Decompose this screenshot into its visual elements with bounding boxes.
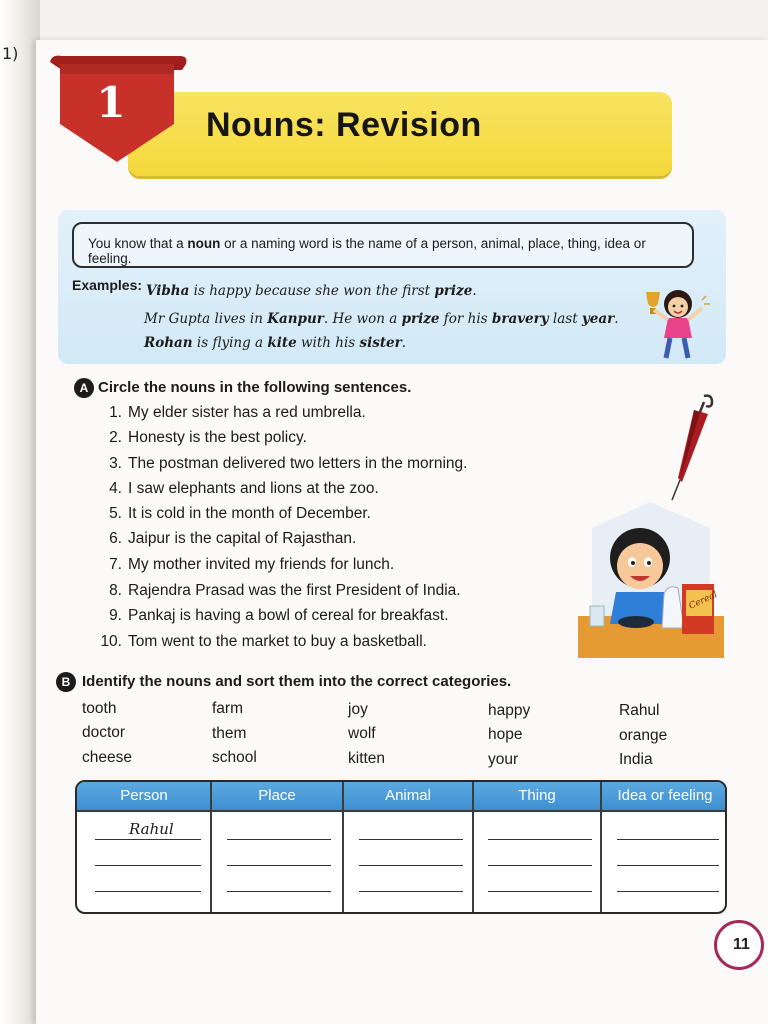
example-text: for his [439,311,492,327]
example-noun: prize [434,283,473,299]
sentence-item [90,582,461,600]
answer-blank[interactable] [227,891,331,892]
sentence-number: 2. [109,429,122,446]
definition-bold-word: noun [187,236,221,251]
example-text: . [472,283,477,299]
sentence-number: 5. [109,505,122,522]
sentence-text: The postman delivered two letters in the morning. [128,455,468,472]
word-item: India [619,751,653,768]
sentence-text: It is cold in the month of December. [128,505,371,522]
word-item: joy [348,701,368,718]
sentence-item [90,455,467,473]
section-b-title: Identify the nouns and sort them into the correct categories. [82,673,512,690]
sentence-number: 6. [109,530,122,547]
boy-breakfast-illustration [578,498,724,658]
example-text: is flying a [192,335,268,351]
corner-mark: 1) [2,44,19,63]
sentence-text: Honesty is the best policy. [128,429,307,446]
sentence-number: 7. [109,556,122,573]
sentence-text: Jaipur is the capital of Rajasthan. [128,530,357,547]
word-item: them [212,725,247,742]
answer-blank[interactable] [359,839,463,840]
word-item: school [212,749,257,766]
chapter-number: 1 [96,78,126,127]
sentence-number: 1. [109,404,122,421]
definition-text-end: or a naming word is the name of a person, animal, place, thing, idea or feeling. [88,236,646,266]
girl-trophy-illustration [636,282,716,364]
example-noun: bravery [491,311,549,327]
table-header-thing: Thing [518,787,556,804]
book-spine-shadow [0,0,40,1024]
table-header-animal: Animal [385,787,431,804]
example-noun: year [581,311,615,327]
page-number: 11 [733,936,750,953]
sentence-item [90,607,449,625]
sentence-number: 10. [100,633,122,650]
answer-blank[interactable] [359,865,463,866]
example-text: . He won a [323,311,402,327]
sentence-text: Pankaj is having a bowl of cereal for breakfast. [128,607,449,624]
sentence-item [90,556,394,574]
example-text: with his [296,335,360,351]
word-item: hope [488,726,523,743]
sentence-text: My mother invited my friends for lunch. [128,556,395,573]
table-header-divider [77,810,725,812]
definition-text: You know that a [88,236,188,251]
word-item: your [488,751,519,768]
example-text: . [614,311,619,327]
answer-blank[interactable] [227,839,331,840]
word-item: tooth [82,700,117,717]
example-text: is happy because she won the first [189,283,435,299]
answer-blank[interactable] [488,839,592,840]
column-divider [600,782,602,914]
sentence-number: 3. [109,455,122,472]
example-noun: Rohan [144,335,193,351]
table-header-place: Place [258,787,296,804]
column-divider [472,782,474,914]
example-text: Mr Gupta lives in [144,311,268,327]
column-divider [342,782,344,914]
table-header-idea-feeling: Idea or feeling [617,787,713,804]
example-noun: sister [359,335,402,351]
example-noun: prize [401,311,440,327]
sentence-item [90,480,379,498]
example-text: . [401,335,407,351]
definition-box [72,222,694,268]
word-item: happy [488,702,531,719]
sentence-text: I saw elephants and lions at the zoo. [128,480,379,497]
sentence-number: 9. [109,607,122,624]
answer-blank[interactable] [227,865,331,866]
cereal-box-label: Cereal [687,589,719,612]
word-item: orange [619,727,668,744]
sentence-text: Rajendra Prasad was the first President of India. [128,582,461,599]
example-noun: kite [267,335,297,351]
answer-blank[interactable] [95,865,201,866]
answer-blank[interactable] [488,891,592,892]
umbrella-illustration [664,392,720,504]
word-item: Rahul [619,702,660,719]
categories-table [75,780,727,914]
column-divider [210,782,212,914]
sentence-item [90,530,356,548]
example-noun: Kanpur [267,311,324,327]
word-item: cheese [82,749,132,766]
word-item: farm [212,700,243,717]
word-item: doctor [82,724,126,741]
sentence-item [90,429,307,447]
sample-answer: Rahul [129,820,174,838]
sentence-item [90,404,366,422]
answer-blank[interactable] [617,865,719,866]
sentence-text: Tom went to the market to buy a basketball. [128,633,427,650]
example-line-1 [146,283,477,299]
section-a-badge: A [74,378,94,398]
answer-blank[interactable] [359,891,463,892]
section-a-title: Circle the nouns in the following sentences. [98,379,412,396]
sentence-number: 4. [109,480,122,497]
examples-label: Examples: [72,277,143,293]
answer-blank[interactable] [95,891,201,892]
table-header-person: Person [120,787,168,804]
sentence-item [90,633,427,651]
word-item: wolf [348,725,376,742]
example-line-2 [144,311,619,327]
answer-blank[interactable] [95,839,201,840]
word-item: kitten [348,750,386,767]
answer-blank[interactable] [617,839,719,840]
page-title: Nouns: Revision [206,106,482,144]
sentence-text: My elder sister has a red umbrella. [128,404,366,421]
example-noun: Vibha [146,283,190,299]
example-text: last [548,311,582,327]
sentence-item [90,505,371,523]
section-b-badge: B [56,672,76,692]
answer-blank[interactable] [488,865,592,866]
example-line-3 [144,335,406,351]
answer-blank[interactable] [617,891,719,892]
sentence-number: 8. [109,582,122,599]
